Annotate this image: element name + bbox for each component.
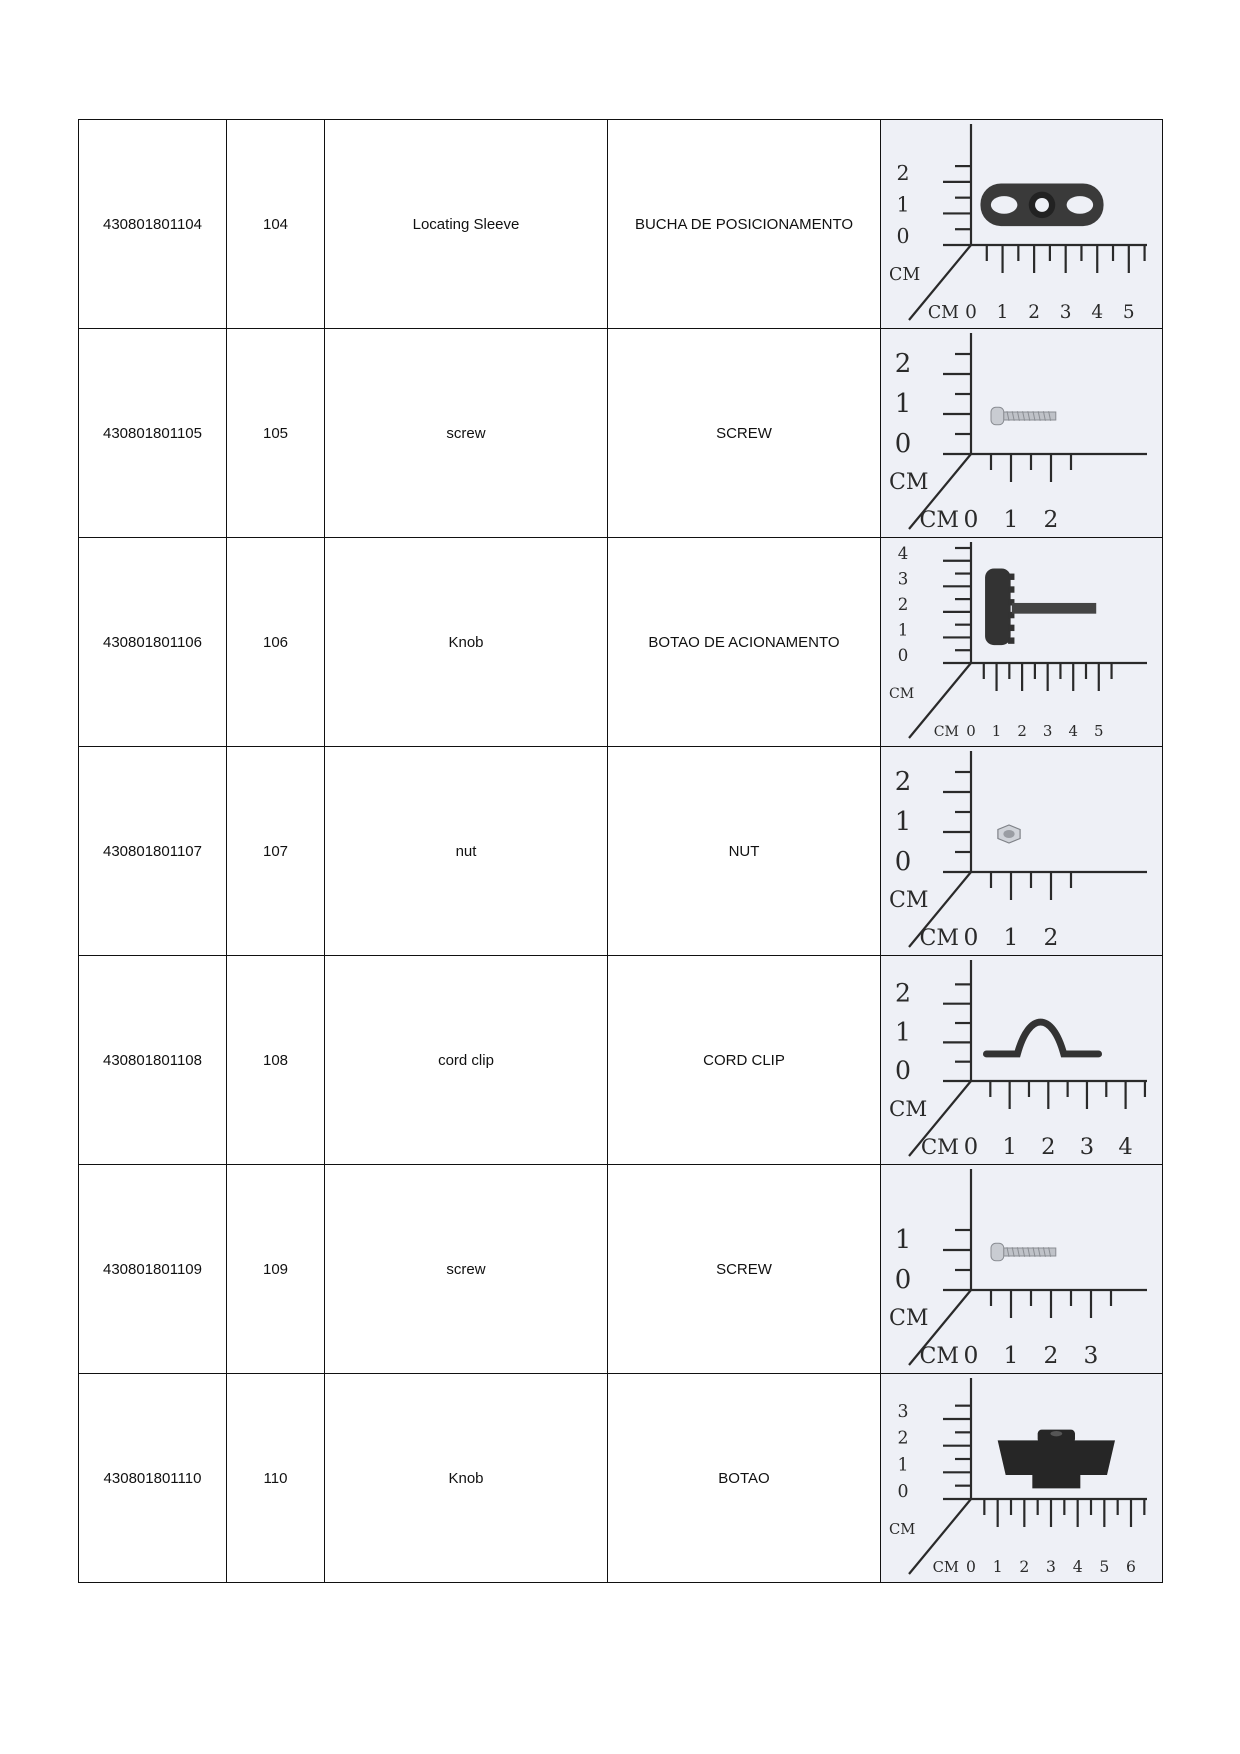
scale-x-tick-label: 0 xyxy=(963,1341,979,1369)
scale-x-tick-label: 1 xyxy=(1003,1341,1019,1369)
scale-photo xyxy=(881,1165,1151,1373)
scale-axes xyxy=(971,960,1147,1081)
parts-table-body xyxy=(79,120,1163,1583)
scale-unit-label: CM xyxy=(919,925,959,951)
scale-x-tick-label: 0 xyxy=(963,1134,979,1160)
item-number-cell: 105 xyxy=(227,329,325,538)
wing-knob-icon xyxy=(998,1430,1115,1489)
scale-x-tick-label: 4 xyxy=(1068,722,1078,740)
scale-y-tick-label: 0 xyxy=(896,224,910,248)
scale-axes xyxy=(971,1169,1147,1290)
scale-unit-label: CM xyxy=(889,887,929,913)
table-row xyxy=(79,747,1163,956)
scale-x-tick-label: 4 xyxy=(1072,1558,1083,1576)
scale-y-tick-label: 2 xyxy=(896,160,910,185)
scale-x-tick-label: 2 xyxy=(1043,923,1059,951)
scale-y-tick-label: 2 xyxy=(894,767,912,797)
scale-y-tick-label: 0 xyxy=(894,429,912,459)
locating-sleeve-icon xyxy=(980,183,1103,226)
table-row xyxy=(79,538,1163,747)
scale-unit-label: CM xyxy=(889,1305,929,1331)
scale-x-tick-label: 2 xyxy=(1041,1134,1056,1160)
scale-x-tick-label: 3 xyxy=(1083,1341,1099,1369)
english-name-cell: nut xyxy=(325,747,608,956)
english-name-cell: screw xyxy=(325,1165,608,1374)
scale-unit-label: CM xyxy=(889,1097,928,1122)
scale-x-tick-label: 5 xyxy=(1122,302,1135,323)
scale-x-tick-label: 0 xyxy=(966,1558,976,1576)
table-row xyxy=(79,329,1163,538)
scale-y-tick-label: 0 xyxy=(897,646,909,665)
scale-y-tick-label: 1 xyxy=(897,620,909,640)
scale-unit-label: CM xyxy=(889,1521,916,1538)
item-number-cell: 106 xyxy=(227,538,325,747)
scale-x-tick-label: 5 xyxy=(1094,722,1104,740)
portuguese-name-cell: BUCHA DE POSICIONAMENTO xyxy=(608,120,881,329)
scale-y-tick-label: 2 xyxy=(897,1428,909,1449)
english-name-cell: screw xyxy=(325,329,608,538)
scale-x-tick-label: 1 xyxy=(1003,923,1019,951)
part-photo-cell xyxy=(881,329,1163,538)
item-number-cell: 109 xyxy=(227,1165,325,1374)
scale-x-tick-label: 4 xyxy=(1118,1134,1133,1160)
scale-x-tick-label: 1 xyxy=(1002,1134,1017,1160)
scale-unit-label: CM xyxy=(889,469,929,495)
scale-photo xyxy=(881,329,1151,537)
scale-x-tick-label: 0 xyxy=(963,923,979,951)
part-code-cell: 430801801110 xyxy=(79,1374,227,1583)
scale-x-tick-label: 0 xyxy=(965,302,977,323)
portuguese-name-cell: CORD CLIP xyxy=(608,956,881,1165)
portuguese-name-cell: NUT xyxy=(608,747,881,956)
scale-photo xyxy=(881,956,1151,1164)
portuguese-name-cell: SCREW xyxy=(608,1165,881,1374)
portuguese-name-cell: BOTAO xyxy=(608,1374,881,1583)
english-name-cell: Locating Sleeve xyxy=(325,120,608,329)
part-photo-cell xyxy=(881,747,1163,956)
scale-y-tick-label: 1 xyxy=(894,807,912,837)
scale-x-tick-label: 2 xyxy=(1043,505,1059,533)
table-row xyxy=(79,120,1163,329)
scale-y-tick-label: 3 xyxy=(897,569,909,589)
part-code-cell: 430801801107 xyxy=(79,747,227,956)
scale-unit-label: CM xyxy=(932,1559,959,1576)
scale-x-tick-label: 2 xyxy=(1028,302,1040,323)
part-code-cell: 430801801108 xyxy=(79,956,227,1165)
portuguese-name-cell: SCREW xyxy=(608,329,881,538)
scale-unit-label: CM xyxy=(927,303,959,323)
scale-x-tick-label: 1 xyxy=(1003,505,1019,533)
english-name-cell: cord clip xyxy=(325,956,608,1165)
cord-clip-icon xyxy=(986,1022,1098,1054)
scale-y-tick-label: 2 xyxy=(894,349,912,379)
part-code-cell: 430801801105 xyxy=(79,329,227,538)
scale-y-tick-label: 3 xyxy=(897,1402,909,1422)
part-code-cell: 430801801104 xyxy=(79,120,227,329)
scale-x-tick-label: 0 xyxy=(966,722,976,740)
nut-icon xyxy=(998,825,1020,843)
scale-x-tick-label: 5 xyxy=(1099,1558,1110,1576)
table-row xyxy=(79,1374,1163,1583)
scale-unit-label: CM xyxy=(889,265,921,285)
part-code-cell: 430801801109 xyxy=(79,1165,227,1374)
scale-unit-label: CM xyxy=(933,724,959,740)
scale-x-tick-label: 3 xyxy=(1042,722,1053,740)
scale-x-tick-label: 4 xyxy=(1091,302,1104,323)
part-photo-cell xyxy=(881,120,1163,329)
english-name-cell: Knob xyxy=(325,1374,608,1583)
part-code-cell: 430801801106 xyxy=(79,538,227,747)
screw-icon xyxy=(991,407,1056,425)
portuguese-name-cell: BOTAO DE ACIONAMENTO xyxy=(608,538,881,747)
scale-axes xyxy=(971,333,1147,454)
scale-photo xyxy=(881,1374,1151,1582)
table-row xyxy=(79,1165,1163,1374)
scale-y-tick-label: 0 xyxy=(895,1056,911,1085)
scale-y-tick-label: 0 xyxy=(894,847,912,877)
scale-unit-label: CM xyxy=(919,507,959,533)
scale-photo xyxy=(881,120,1151,328)
knob-shaft-icon xyxy=(985,568,1096,645)
scale-unit-label: CM xyxy=(919,1343,959,1369)
part-photo-cell xyxy=(881,1165,1163,1374)
scale-x-tick-label: 2 xyxy=(1019,1558,1030,1576)
part-photo-cell xyxy=(881,1374,1163,1583)
scale-x-tick-label: 1 xyxy=(992,1558,1003,1576)
scale-x-tick-label: 6 xyxy=(1126,1558,1136,1576)
scale-x-tick-label: 3 xyxy=(1079,1134,1095,1160)
item-number-cell: 104 xyxy=(227,120,325,329)
parts-table xyxy=(78,119,1163,1583)
scale-x-tick-label: 2 xyxy=(1043,1341,1059,1369)
scale-x-tick-label: 0 xyxy=(963,505,979,533)
scale-y-tick-label: 1 xyxy=(895,1017,911,1047)
scale-x-tick-label: 2 xyxy=(1017,722,1027,740)
scale-x-tick-label: 3 xyxy=(1059,302,1072,323)
scale-y-tick-label: 0 xyxy=(897,1482,909,1502)
scale-y-tick-label: 0 xyxy=(894,1265,912,1295)
scale-y-tick-label: 1 xyxy=(894,389,912,419)
scale-x-tick-label: 1 xyxy=(991,722,1002,740)
scale-axes xyxy=(971,751,1147,872)
scale-y-tick-label: 2 xyxy=(897,594,909,614)
scale-y-tick-label: 1 xyxy=(894,1225,912,1255)
part-photo-cell xyxy=(881,956,1163,1165)
english-name-cell: Knob xyxy=(325,538,608,747)
scale-photo xyxy=(881,747,1151,955)
screw-icon xyxy=(991,1243,1056,1261)
scale-y-tick-label: 2 xyxy=(895,978,911,1008)
scale-y-tick-label: 1 xyxy=(897,1455,909,1476)
item-number-cell: 110 xyxy=(227,1374,325,1583)
item-number-cell: 107 xyxy=(227,747,325,956)
scale-unit-label: CM xyxy=(920,1135,959,1160)
scale-y-tick-label: 1 xyxy=(896,192,910,217)
part-photo-cell xyxy=(881,538,1163,747)
item-number-cell: 108 xyxy=(227,956,325,1165)
scale-y-tick-label: 4 xyxy=(897,543,909,563)
scale-x-tick-label: 3 xyxy=(1046,1558,1056,1576)
scale-unit-label: CM xyxy=(889,686,915,702)
table-row xyxy=(79,956,1163,1165)
scale-x-tick-label: 1 xyxy=(996,302,1009,323)
scale-photo xyxy=(881,538,1151,746)
